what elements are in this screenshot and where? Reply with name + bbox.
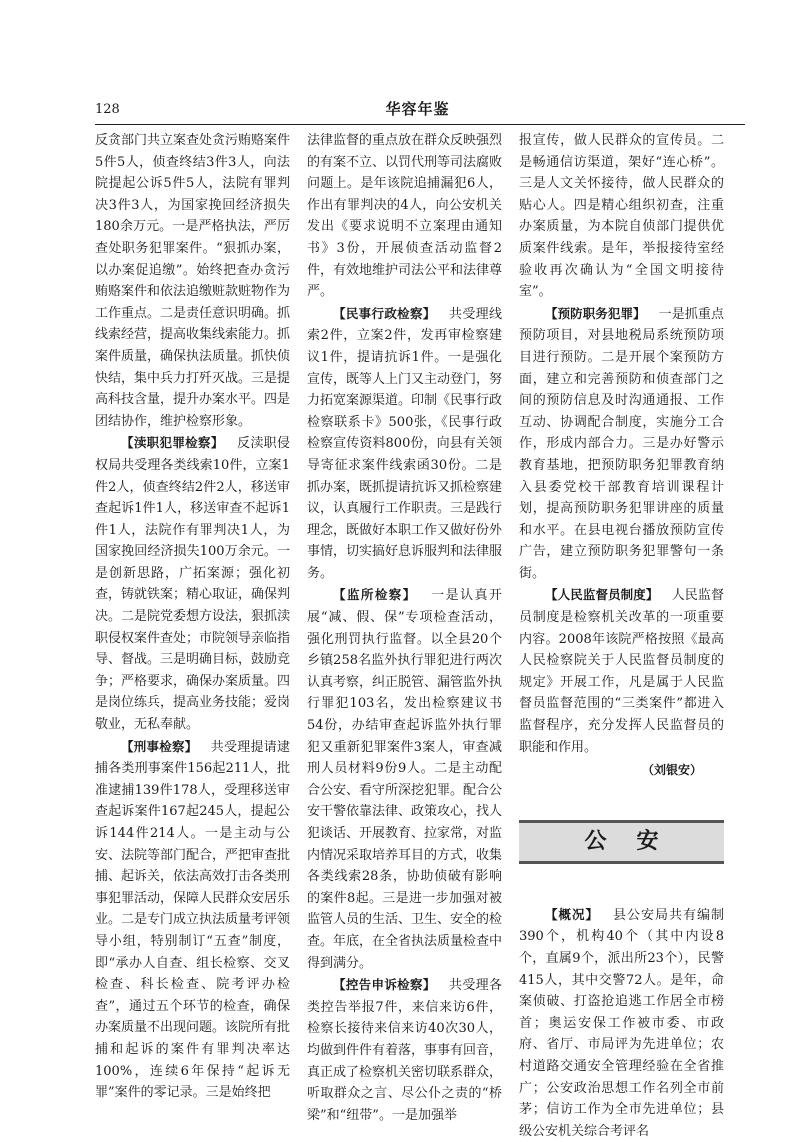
header-rule [95, 124, 745, 125]
text-column-2 [307, 130, 502, 1126]
paragraph [519, 904, 724, 1142]
section-heading: 【民事行政检察】 [333, 305, 436, 321]
section-heading: 【预防职务犯罪】 [545, 305, 646, 321]
paragraph [307, 303, 502, 585]
section-heading: 【人民监督员制度】 [545, 587, 659, 603]
section-title: 公安 [584, 829, 689, 855]
book-title: 华容年鉴 [385, 100, 450, 118]
paragraph-body: 共受理线索2件，立案2件，发再审检察建议1件，提请抗诉1件。一是强化宣传，既等人上门又主动登门，努力拓宽案源渠道。印制《民事行政检察联系卡》500张，《民事行政检察宣传资料800份，向县有关领导寄征求案件线索函30份。二是抓办案，既抓提请抗诉又抓检察建议，认真履行工作职责。三是践行理念，既做好本职工作又做好份外事情，切实搞好息诉服判和法律服务。 [307, 306, 503, 581]
paragraph: 反贪部门共立案查处贪污贿赂案件5件5人，侦查终结3件3人，向法院提起公诉5件5人，法院有罪判决3件3人，为国家挽回经济损失180余万元。一是严格执法，严厉查处职务犯罪案件。“狠抓办案，以办案促追缴”。始终把查办贪污贿赂案件和依法追缴赃款赃物作为工作重点。二是责任意识明确。抓线索经营，提高收集线索能力。抓案件质量，确保执法质量。抓快侦快结，集中兵力打歼灭战。三是提高科技含量，提升办案水平。四是团结协作，维护检察形象。 [95, 133, 291, 429]
text-column-3 [519, 130, 724, 1142]
page-header [95, 96, 740, 120]
section-heading: 【监所检察】 [333, 587, 417, 603]
paragraph-body: 反渎职侵权局共受理各类线索10件，立案1件2人，侦查终结2件2人，移送审查起诉1件1人，移送审查不起诉1件1人，法院作有罪判决1人，为国家挽回经济损失100万余元。一是创新思路，广拓案源；强化初查，铸就铁案；精心取证，确保判决。二是院党委想方设法，狠抓渎职侵权案件查处；市院领导亲临指导、督战。三是明确目标，鼓励竞争；严格要求，确保办案质量。四是岗位练兵，提高业务技能；爱岗敬业，无私奉献。 [95, 436, 291, 733]
text-column-1 [95, 130, 290, 1104]
paragraph: 报宣传，做人民群众的宣传员。二是畅通信访渠道，架好“连心桥”。三是人文关怀接待，做人民群众的贴心人。四是精心组织初查，注重办案质量，为本院自侦部门提供优质案件线索。是年，举报接待室经验收再次确认为“全国文明接待室”。 [519, 133, 724, 300]
page-number: 128 [95, 102, 120, 117]
section-heading: 【概况】 [545, 906, 599, 922]
paragraph [95, 432, 290, 735]
section-banner [519, 820, 724, 864]
section-heading: 【渎职犯罪检察】 [121, 435, 224, 451]
paragraph-body: 一是认真开展“减、假、保”专项检查活动，强化刑罚执行监督。以全县20个乡镇258名监外执行罪犯进行两次认真考察，纠正脱管、漏管监外执行罪犯103名，发出检察建议书54份，办结审查起诉监外执行罪犯又重新犯罪案件3案人，审查减刑人员材料9份9人。二是主动配合公安、看守所深挖犯罪。配合公安干警依靠法律、政策攻心，找人犯谈话、开展教育、拉家常，对监内情况采取培养耳目的方式，收集各类线索28条，协助侦破有影响的案件8起。三是进一步加强对被监管人员的生活、卫生、安全的检查。年底，在全省执法质量检查中得到满分。 [307, 588, 503, 971]
paragraph-body: 人民监督员制度是检察机关改革的一项重要内容。2008年该院严格按照《最高人民检察院关于人民监督员制度的规定》开展工作，凡是属于人民监督员监督范围的“三类案件”都进入监督程序，充分发挥人民监督员的职能和作用。 [519, 588, 724, 755]
author-name: （刘银安） [641, 763, 702, 778]
paragraph: 法律监督的重点放在群众反映强烈的有案不立、以罚代刑等司法腐败问题上。是年该院追捕漏犯6人，作出有罪判决的4人，向公安机关发出《要求说明不立案理由通知书》3份，开展侦查活动监督2件，有效地维护司法公平和法律尊严。 [307, 133, 503, 300]
section-heading: 【刑事检察】 [121, 738, 198, 754]
paragraph [95, 736, 290, 1104]
paragraph-body: 县公安局共有编制390个，机构40个（其中内设8个，直属9个，派出所23个），民警415人，其中交警72人。是年，命案侦破、打盗抢追逃工作居全市榜首；奥运安保工作被市委、市政府、省厅、市局评为先进单位；农村道路交通安全管理经验在全省推广；公安政治思想工作名列全市前茅；信访工作为全市先进单位；县级公安机关综合考评名 [519, 907, 724, 1139]
author-signature [519, 760, 724, 782]
paragraph-body: 共受理各类控告举报7件，来信来访6件，检察长接待来信来访40次30人，均做到件件有着落，事事有回音，真正成了检察机关密切联系群众，听取群众之言、尽公仆之责的“桥梁”和“纽带”。一是加强举 [307, 978, 503, 1123]
paragraph [519, 303, 724, 585]
paragraph [307, 584, 502, 974]
section-heading: 【控告申诉检察】 [333, 977, 436, 993]
paragraph [519, 584, 724, 758]
paragraph-body: 共受理提请逮捕各类刑事案件156起211人，批准逮捕139件178人，受理移送审查起诉案件167起245人，提起公诉144件214人。一是主动与公安、法院等部门配合，严把审查批捕、起诉关，依法高效打击各类刑事犯罪活动，保障人民群众安居乐业。二是专门成立执法质量考评领导小组，特别制订“五查”制度，即“承办人自查、组长检察、交叉检查、科长检查、院考评办检查”，通过五个环节的检查，确保办案质量不出现问题。该院所有批捕和起诉的案件有罪判决率达100%，连续6年保持“起诉无罪”案件的零记录。三是始终把 [95, 739, 291, 1101]
paragraph [307, 974, 502, 1126]
paragraph-body: 一是抓重点预防项目，对县地税局系统预防项目进行预防。二是开展个案预防方面，建立和完善预防和侦查部门之间的预防信息及时沟通通报、工作互动、协调配合制度，实施分工合作，形成内部合力。三是办好警示教育基地，把预防职务犯罪教育纳入县委党校干部教育培训课程计划，提高预防职务犯罪讲座的质量和水平。在县电视台播放预防宣传广告，建立预防职务犯罪警句一条街。 [519, 306, 724, 581]
